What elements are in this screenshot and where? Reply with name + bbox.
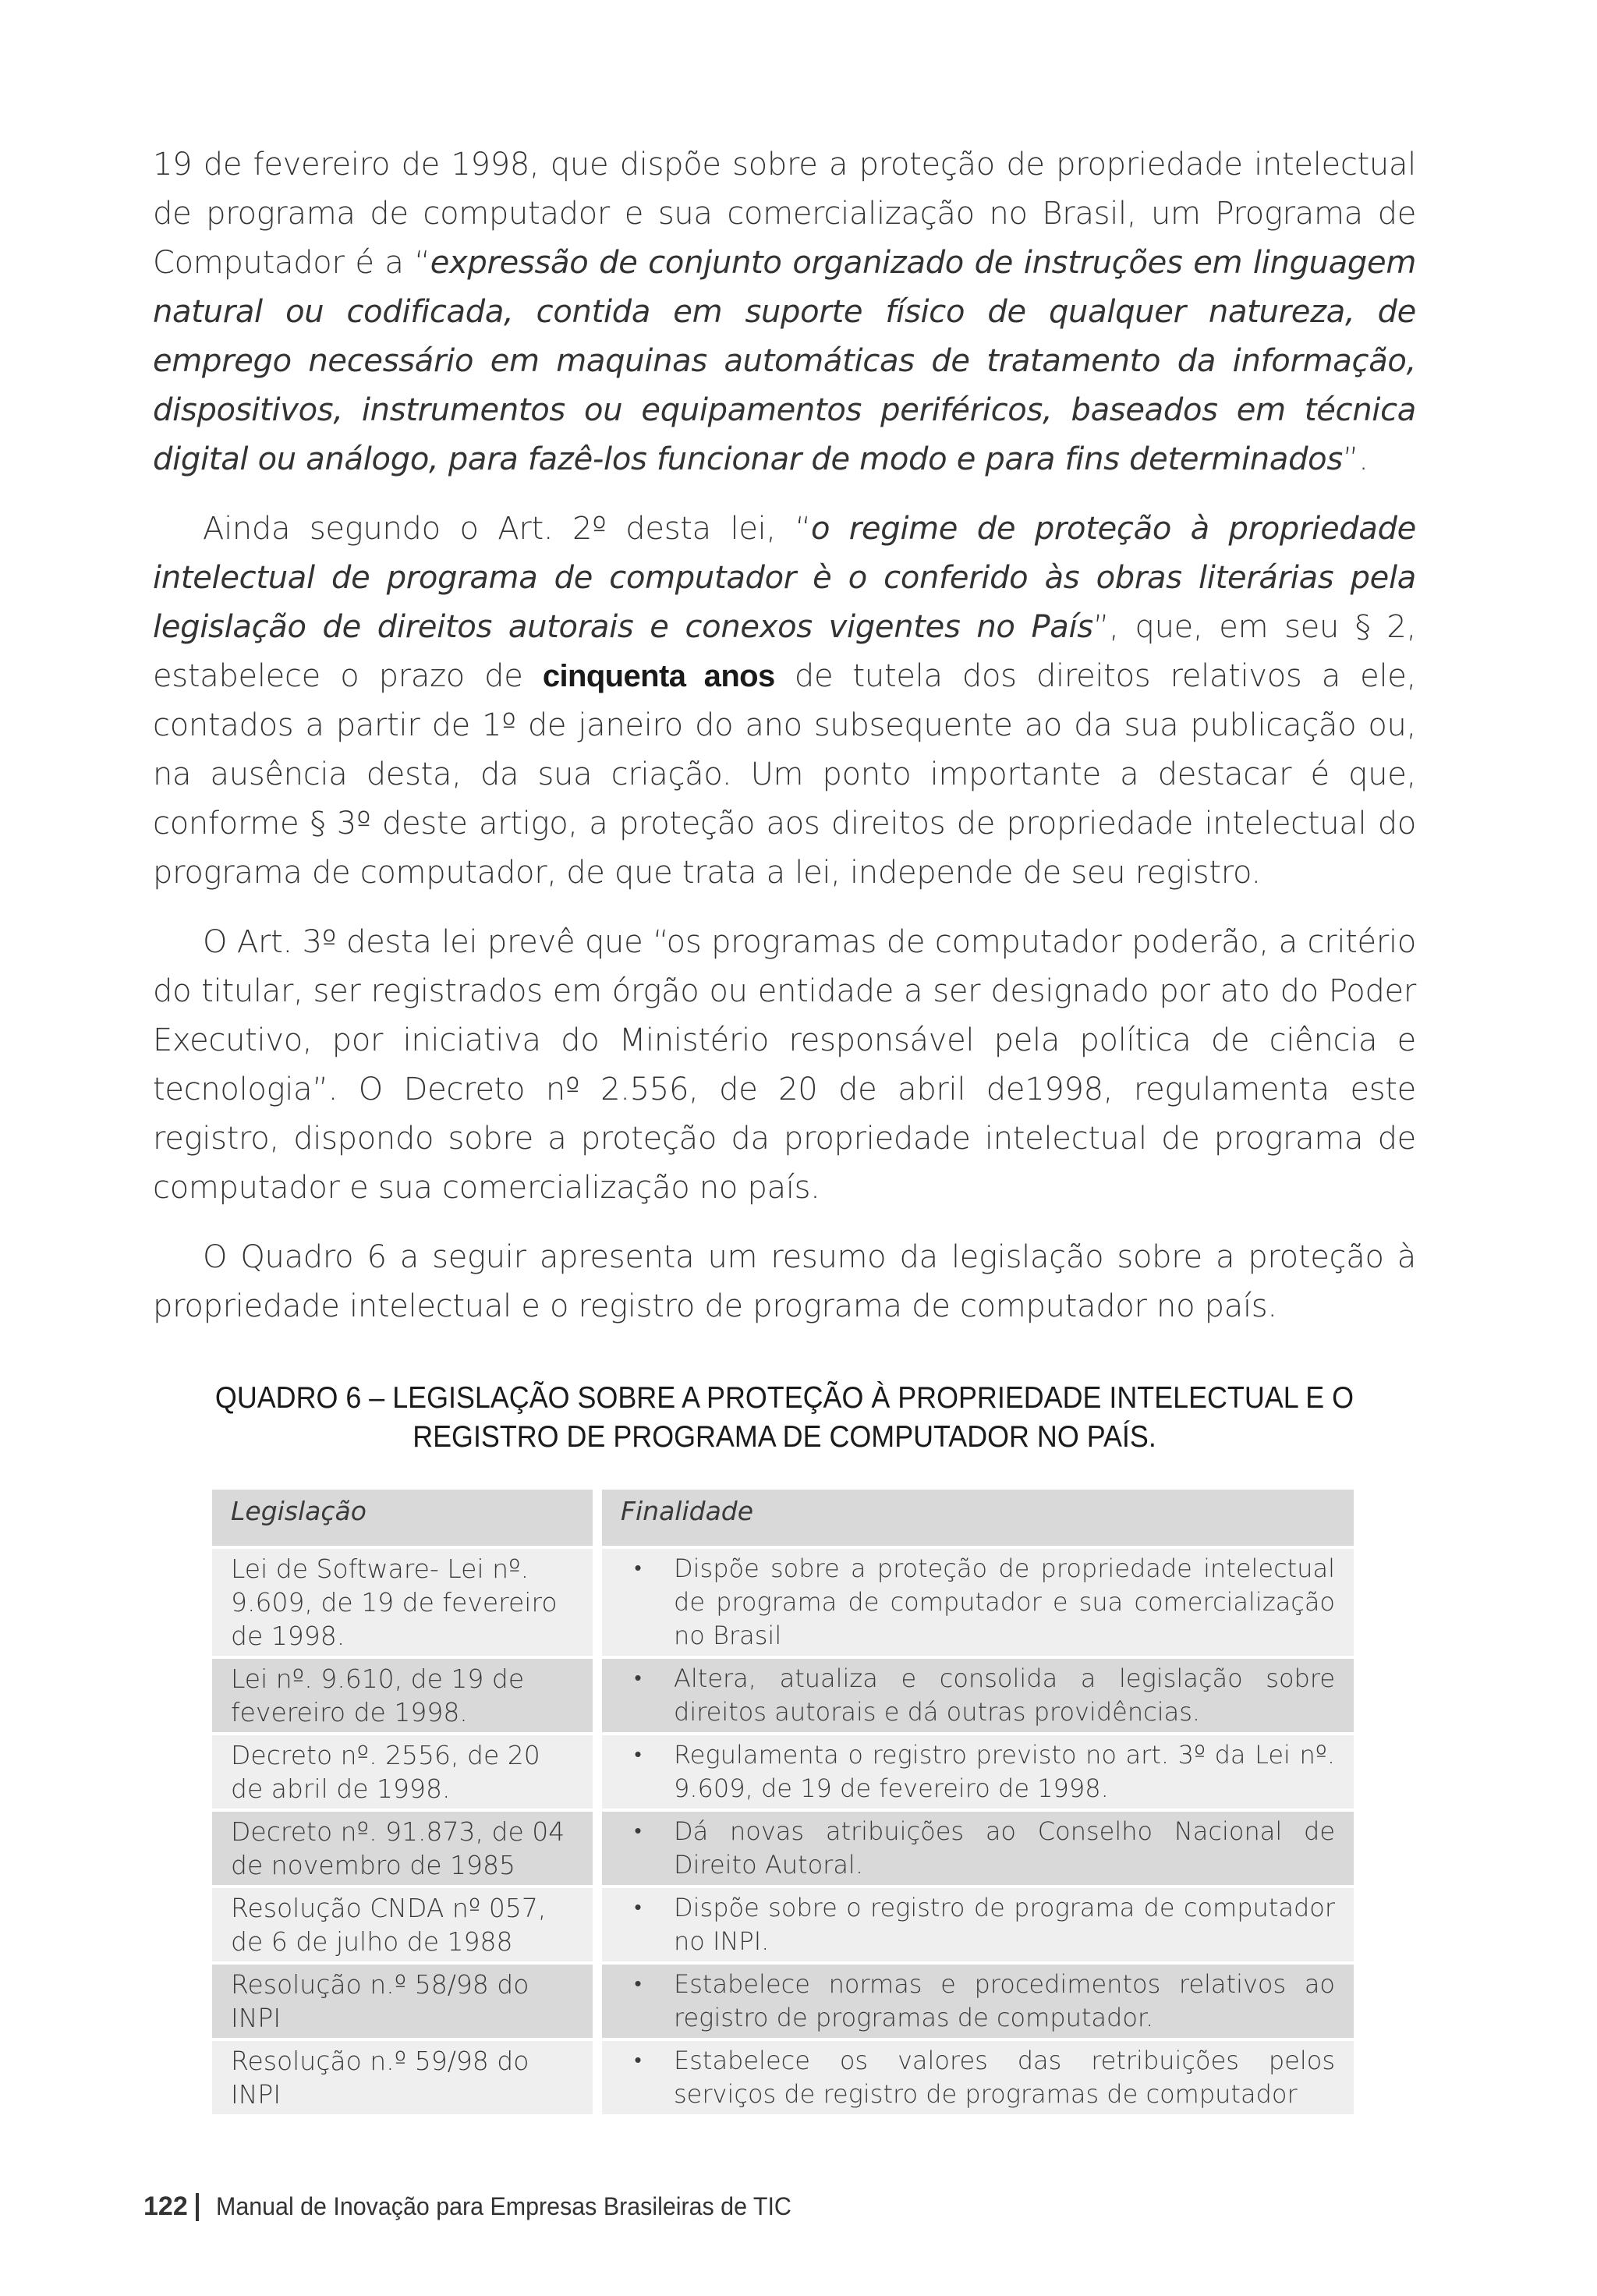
paragraph-2-quote: o regime de proteção à propriedade intelectual de programa de computador è o conferido às obras literárias pela legislação de direitos autorais e conexos vigentes no País <box>153 511 1416 645</box>
cell-legislacao: Lei nº. 9.610, de 19 de fevereiro de 1998. <box>212 1659 602 1732</box>
paragraph-1-intro: 19 de fevereiro de 1998, que dispõe sobre a proteção de propriedade intelectual de programa de computador e sua comercialização no Brasil, um Programa de Computador é a “ <box>153 147 1416 281</box>
bullet-icon: • <box>634 1743 642 1766</box>
finalidade-text: Regulamenta o registro previsto no art. 3º da Lei nº. 9.609, de 19 de fevereiro de 1998. <box>674 1740 1335 1803</box>
bullet-icon: • <box>634 1972 642 1996</box>
legislation-table <box>212 1486 1354 2117</box>
table-row <box>212 1549 1354 1656</box>
finalidade-text: Dá novas atribuições ao Conselho Nacional de Direito Autoral. <box>674 1816 1335 1880</box>
bullet-item <box>602 1891 1335 1958</box>
table-row <box>212 1888 1354 1961</box>
header-finalidade: Finalidade <box>602 1490 1354 1546</box>
table-row <box>212 1659 1354 1732</box>
cell-legislacao: Decreto nº. 2556, de 20 de abril de 1998. <box>212 1735 602 1809</box>
table-body <box>212 1549 1354 2114</box>
cell-finalidade <box>602 1735 1354 1809</box>
paragraph-4: O Quadro 6 a seguir apresenta um resumo da legislação sobre a proteção à propriedade intelectual e o registro de programa de computador no país. <box>153 1239 1416 1324</box>
paragraph-1-end: ”. <box>1342 441 1369 477</box>
header-legislacao: Legislação <box>212 1490 602 1546</box>
paragraph-2-emphasis: cinquenta anos <box>542 659 775 693</box>
footer-divider <box>196 2193 199 2221</box>
cell-finalidade <box>602 1549 1354 1656</box>
table-header-row <box>212 1490 1354 1546</box>
bullet-icon: • <box>634 2049 642 2072</box>
bullet-item <box>602 2044 1335 2111</box>
table-row <box>212 1735 1354 1809</box>
bullet-icon: • <box>634 1819 642 1843</box>
bullet-icon: • <box>634 1557 642 1580</box>
finalidade-text: Altera, atualiza e consolida a legislação sobre direitos autorais e dá outras providências. <box>674 1664 1335 1727</box>
cell-finalidade <box>602 1965 1354 2038</box>
paragraph-1 <box>153 140 1416 484</box>
page-number: 122 <box>143 2191 188 2221</box>
quadro-title <box>204 1379 1365 1457</box>
finalidade-text: Estabelece os valores das retribuições pelos serviços de registro de programas de computador <box>674 2046 1335 2109</box>
body-text <box>153 140 1416 1352</box>
table-row <box>212 2041 1354 2114</box>
quadro-title-line-2: REGISTRO DE PROGRAMA DE COMPUTADOR NO PAÍS. <box>413 1420 1156 1454</box>
finalidade-text: Estabelece normas e procedimentos relativos ao registro de programas de computador. <box>674 1969 1335 2032</box>
paragraph-1-quote: expressão de conjunto organizado de instruções em linguagem natural ou codificada, contida em suporte físico de qualquer natureza, de emprego necessário em maquinas automáticas de tratamento da informação, dispositivos, instrumentos ou equipamentos periféricos, baseados em técnica digital ou análogo, para fazê-los funcionar de modo e para fins determinados <box>153 245 1416 477</box>
bullet-item <box>602 1968 1335 2035</box>
cell-finalidade <box>602 1812 1354 1885</box>
cell-legislacao: Resolução n.º 59/98 do INPI <box>212 2041 602 2114</box>
cell-finalidade <box>602 1888 1354 1961</box>
bullet-icon: • <box>634 1667 642 1690</box>
quadro-title-line-1: QUADRO 6 – LEGISLAÇÃO SOBRE A PROTEÇÃO À PROPRIEDADE INTELECTUAL E O <box>214 1381 1354 1415</box>
page-footer <box>143 2191 821 2222</box>
bullet-item <box>602 1815 1335 1882</box>
bullet-item <box>602 1552 1335 1653</box>
cell-legislacao: Resolução CNDA nº 057, de 6 de julho de 1988 <box>212 1888 602 1961</box>
paragraph-2 <box>153 505 1416 898</box>
cell-legislacao: Decreto nº. 91.873, de 04 de novembro de 1985 <box>212 1812 602 1885</box>
bullet-item <box>602 1738 1335 1805</box>
bullet-icon: • <box>634 1896 642 1919</box>
cell-finalidade <box>602 2041 1354 2114</box>
cell-legislacao: Resolução n.º 58/98 do INPI <box>212 1965 602 2038</box>
finalidade-text: Dispõe sobre o registro de programa de computador no INPI. <box>674 1893 1335 1956</box>
paragraph-2-end: de tutela dos direitos relativos a ele, contados a partir de 1º de janeiro do ano subsequente ao da sua publicação ou, na ausência desta, da sua criação. Um ponto importante a destacar é que, conforme § 3º deste artigo, a proteção aos direitos de propriedade intelectual do programa de computador, de que trata a lei, independe de seu registro. <box>153 658 1417 891</box>
footer-title: Manual de Inovação para Empresas Brasileiras de TIC <box>215 2192 791 2220</box>
paragraph-3: O Art. 3º desta lei prevê que “os programas de computador poderão, a critério do titular, ser registrados em órgão ou entidade a ser designado por ato do Poder Executivo, por iniciativa do Ministério responsável pela política de ciência e tecnologia”. O Decreto nº 2.556, de 20 de abril de1998, regulamenta este registro, dispondo sobre a proteção da propriedade intelectual de programa de computador e sua comercialização no país. <box>153 924 1416 1206</box>
table-row <box>212 1812 1354 1885</box>
cell-legislacao: Lei de Software- Lei nº. 9.609, de 19 de fevereiro de 1998. <box>212 1549 602 1656</box>
paragraph-2-intro: Ainda segundo o Art. 2º desta lei, “ <box>203 511 811 547</box>
paragraph-2-middle: ”, que, em seu § 2, estabelece o prazo de <box>153 609 1416 694</box>
bullet-item <box>602 1662 1335 1729</box>
finalidade-text: Dispõe sobre a proteção de propriedade intelectual de programa de computador e sua comercialização no Brasil <box>674 1554 1335 1650</box>
table-row <box>212 1965 1354 2038</box>
cell-finalidade <box>602 1659 1354 1732</box>
